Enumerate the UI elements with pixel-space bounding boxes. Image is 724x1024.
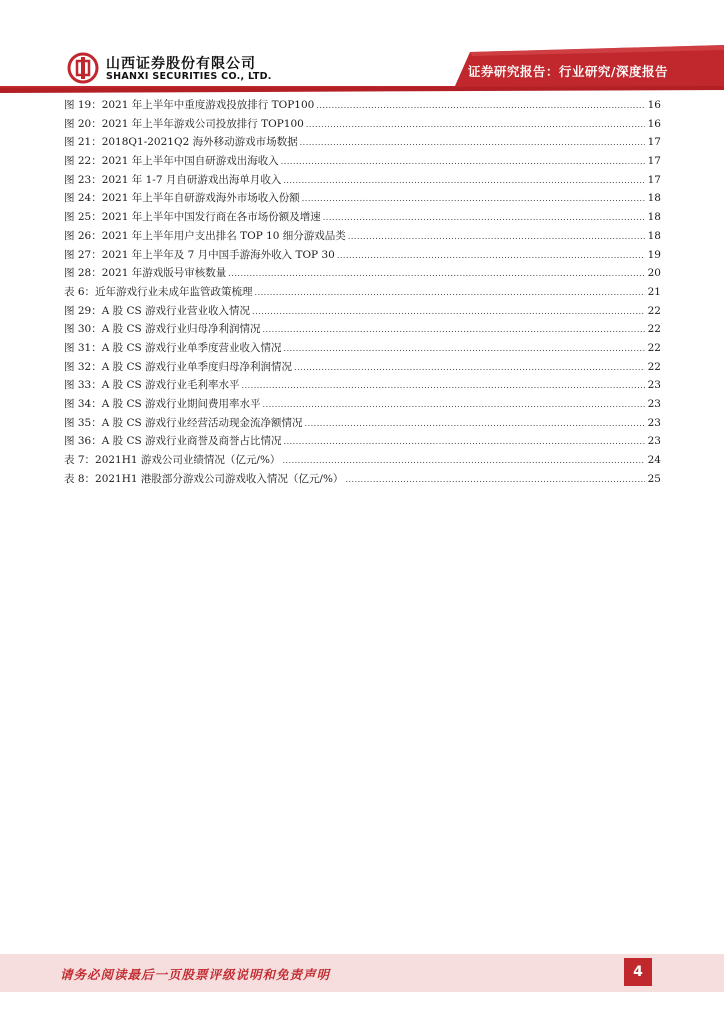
toc-entry-label: 图 25：2021 年上半年中国发行商在各市场份额及增速 xyxy=(64,211,321,224)
toc-entry-label: 图 21：2018Q1-2021Q2 海外移动游戏市场数据 xyxy=(64,136,298,149)
toc-entry-page: 24 xyxy=(647,454,661,467)
toc-entry[interactable] xyxy=(64,134,661,153)
toc-entry[interactable] xyxy=(64,377,661,396)
toc-entry[interactable] xyxy=(64,452,661,471)
toc-leader-dots xyxy=(300,138,645,147)
toc-entry-label: 图 27：2021 年上半年及 7 月中国手游海外收入 TOP 30 xyxy=(64,248,335,261)
toc-entry-label: 表 7：2021H1 游戏公司业绩情况（亿元/%） xyxy=(64,454,281,467)
toc-entry[interactable] xyxy=(64,471,661,490)
toc-entry-page: 23 xyxy=(647,416,661,429)
toc-entry[interactable] xyxy=(64,415,661,434)
toc-entry-label: 图 31：A 股 CS 游戏行业单季度营业收入情况 xyxy=(64,341,282,354)
toc-entry-label: 图 36：A 股 CS 游戏行业商誉及商誉占比情况 xyxy=(64,435,282,448)
toc-entry-label: 图 29：A 股 CS 游戏行业营业收入情况 xyxy=(64,304,251,317)
toc-leader-dots xyxy=(284,437,645,446)
company-name-en: SHANXI SECURITIES CO., LTD. xyxy=(106,71,272,82)
toc-entry-page: 23 xyxy=(647,379,661,392)
toc-leader-dots xyxy=(263,325,645,334)
toc-entry-label: 图 20：2021 年上半年游戏公司投放排行 TOP100 xyxy=(64,117,304,130)
toc-entry-page: 17 xyxy=(647,173,661,186)
toc-entry[interactable] xyxy=(64,359,661,378)
toc-entry[interactable] xyxy=(64,321,661,340)
toc-entry[interactable] xyxy=(64,172,661,191)
toc-entry-label: 图 28：2021 年游戏版号审核数量 xyxy=(64,267,227,280)
toc-entry-page: 23 xyxy=(647,435,661,448)
footer-disclaimer: 请务必阅读最后一页股票评级说明和免责声明 xyxy=(60,967,331,982)
toc-leader-dots xyxy=(323,213,645,222)
toc-entry[interactable] xyxy=(64,340,661,359)
toc-entry-label: 图 23：2021 年 1-7 月自研游戏出海单月收入 xyxy=(64,173,282,186)
toc-entry[interactable] xyxy=(64,228,661,247)
page-number: 4 xyxy=(624,958,652,986)
toc-entry-label: 图 35：A 股 CS 游戏行业经营活动现金流净额情况 xyxy=(64,416,303,429)
toc-leader-dots xyxy=(263,400,645,409)
figure-table-of-contents xyxy=(64,97,661,489)
toc-leader-dots xyxy=(284,344,645,353)
toc-leader-dots xyxy=(242,381,645,390)
toc-entry-page: 18 xyxy=(647,211,661,224)
toc-entry[interactable] xyxy=(64,396,661,415)
toc-entry-label: 图 26：2021 年上半年用户支出排名 TOP 10 细分游戏品类 xyxy=(64,229,346,242)
toc-leader-dots xyxy=(302,194,645,203)
toc-entry-page: 23 xyxy=(647,398,661,410)
toc-entry-page: 21 xyxy=(647,285,661,298)
toc-leader-dots xyxy=(252,307,645,316)
toc-entry-page: 22 xyxy=(647,304,661,317)
toc-entry-label: 图 33：A 股 CS 游戏行业毛利率水平 xyxy=(64,379,240,392)
toc-entry-label: 图 22：2021 年上半年中国自研游戏出海收入 xyxy=(64,155,279,168)
toc-leader-dots xyxy=(294,363,645,372)
toc-entry-page: 20 xyxy=(647,267,661,280)
page-header xyxy=(0,0,724,94)
toc-leader-dots xyxy=(306,120,645,129)
toc-entry-label: 图 24：2021 年上半年自研游戏海外市场收入份额 xyxy=(64,192,300,205)
company-name-cn: 山西证券股份有限公司 xyxy=(106,56,256,72)
toc-entry[interactable] xyxy=(64,190,661,209)
toc-leader-dots xyxy=(345,475,645,484)
toc-entry-page: 18 xyxy=(647,229,661,242)
toc-entry[interactable] xyxy=(64,247,661,266)
toc-entry[interactable] xyxy=(64,265,661,284)
toc-entry[interactable] xyxy=(64,116,661,135)
company-logo-icon xyxy=(67,52,99,84)
toc-entry-label: 图 34：A 股 CS 游戏行业期间费用率水平 xyxy=(64,398,261,410)
toc-leader-dots xyxy=(283,176,645,185)
toc-entry[interactable] xyxy=(64,97,661,116)
toc-entry-page: 25 xyxy=(647,472,661,485)
toc-leader-dots xyxy=(316,101,645,110)
toc-entry[interactable] xyxy=(64,284,661,303)
toc-leader-dots xyxy=(281,157,645,166)
toc-entry-page: 18 xyxy=(647,192,661,205)
toc-leader-dots xyxy=(282,456,645,465)
toc-entry-page: 22 xyxy=(647,341,661,354)
toc-entry-page: 22 xyxy=(647,323,661,336)
toc-entry-page: 19 xyxy=(647,248,661,261)
toc-leader-dots xyxy=(228,269,645,278)
toc-entry-page: 16 xyxy=(647,117,661,130)
toc-entry-page: 17 xyxy=(647,136,661,149)
toc-entry-label: 图 32：A 股 CS 游戏行业单季度归母净利润情况 xyxy=(64,360,293,373)
toc-entry-page: 16 xyxy=(647,99,661,111)
toc-leader-dots xyxy=(337,251,645,260)
toc-entry-page: 17 xyxy=(647,155,661,168)
toc-leader-dots xyxy=(255,288,645,297)
toc-entry[interactable] xyxy=(64,209,661,228)
toc-entry-label: 图 19：2021 年上半年中重度游戏投放排行 TOP100 xyxy=(64,99,315,111)
toc-entry[interactable] xyxy=(64,433,661,452)
toc-leader-dots xyxy=(305,419,645,428)
toc-entry-label: 图 30：A 股 CS 游戏行业归母净利润情况 xyxy=(64,323,261,336)
toc-entry[interactable] xyxy=(64,153,661,172)
toc-entry-page: 22 xyxy=(647,360,661,373)
toc-entry[interactable] xyxy=(64,303,661,322)
report-type-banner: 证券研究报告：行业研究/深度报告 xyxy=(467,64,668,79)
toc-entry-label: 表 8：2021H1 港股部分游戏公司游戏收入情况（亿元/%） xyxy=(64,472,344,485)
toc-leader-dots xyxy=(348,232,645,241)
toc-entry-label: 表 6：近年游戏行业未成年监管政策梳理 xyxy=(64,285,253,298)
